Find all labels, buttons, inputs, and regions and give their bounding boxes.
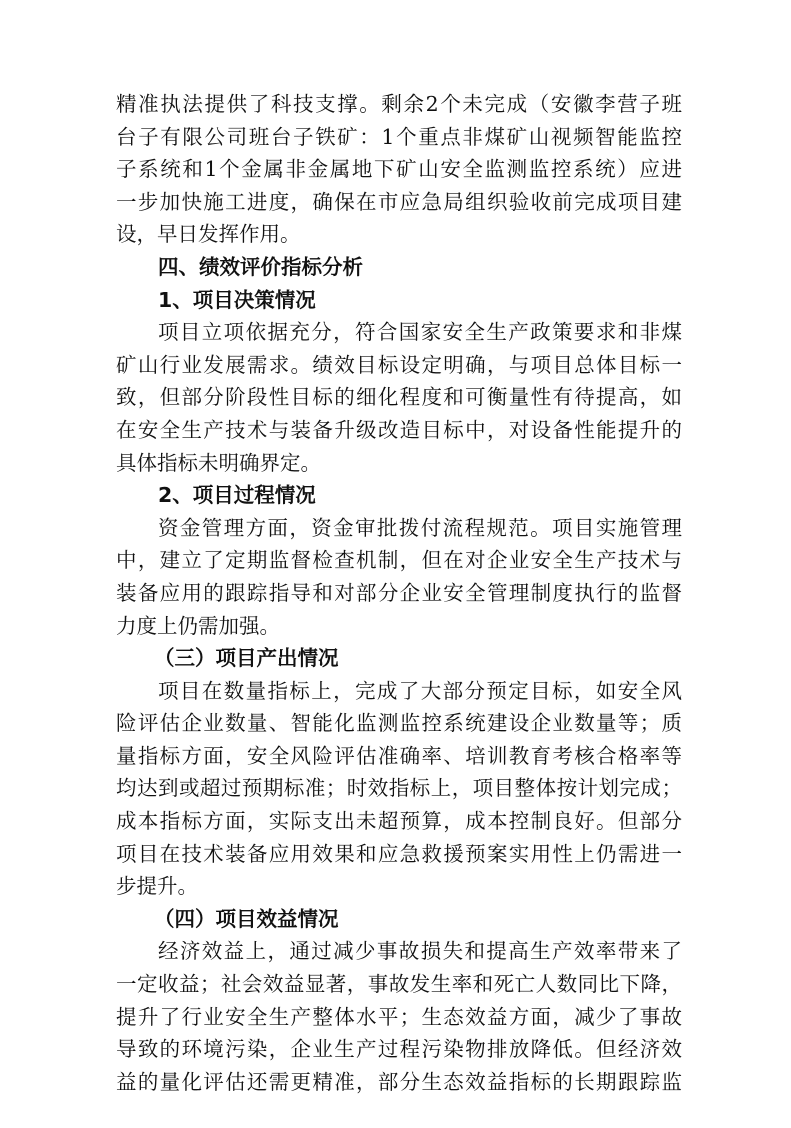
text-line: 在安全生产技术与装备升级改造目标中，对设备性能提升的	[116, 417, 682, 442]
body-paragraph	[116, 675, 682, 903]
text-line: 中，建立了定期监督检查机制，但在对企业安全生产技术与	[116, 548, 682, 573]
text-line: 导致的环境污染，企业生产过程污染物排放降低。但经济效	[116, 1037, 682, 1062]
text-line: 力度上仍需加强。	[116, 613, 280, 638]
text-line: 矿山行业发展需求。绩效目标设定明确，与项目总体目标一	[116, 352, 682, 377]
subsection-heading: 2、项目过程情况	[158, 483, 316, 508]
text-line: 项目在技术装备应用效果和应急救援预案实用性上仍需进一	[116, 841, 682, 866]
text-line: 量指标方面，安全风险评估准确率、培训教育考核合格率等	[116, 743, 682, 768]
body-paragraph	[116, 316, 682, 479]
text-line: 险评估企业数量、智能化监测监控系统建设企业数量等；质	[116, 711, 682, 736]
subsection-heading: （四）项目效益情况	[154, 906, 339, 931]
text-line: 一定收益；社会效益显著，事故发生率和死亡人数同比下降，	[116, 972, 682, 997]
body-paragraph	[116, 88, 682, 251]
document-body	[116, 88, 682, 1098]
text-line: 项目在数量指标上，完成了大部分预定目标，如安全风	[158, 678, 682, 703]
text-line: 一步加快施工进度，确保在市应急局组织验收前完成项目建	[116, 189, 682, 214]
text-line: 均达到或超过预期标准；时效指标上，项目整体按计划完成；	[116, 776, 682, 801]
text-line: 设，早日发挥作用。	[116, 222, 301, 247]
text-line: 资金管理方面，资金审批拨付流程规范。项目实施管理	[158, 515, 682, 540]
subsection-heading: （三）项目产出情况	[154, 646, 339, 671]
subsection-heading: 1、项目决策情况	[158, 287, 316, 312]
section-heading: 四、绩效评价指标分析	[158, 254, 363, 279]
text-line: 精准执法提供了科技支撑。剩余2个未完成（安徽李营子班	[116, 92, 682, 116]
text-line: 具体指标未明确界定。	[116, 450, 321, 475]
text-line: 子系统和1个金属非金属地下矿山安全监测监控系统）应进	[116, 157, 682, 182]
text-line: 成本指标方面，实际支出未超预算，成本控制良好。但部分	[116, 809, 682, 834]
text-line: 装备应用的跟踪指导和对部分企业安全管理制度执行的监督	[116, 580, 682, 605]
text-line: 益的量化评估还需更精准，部分生态效益指标的长期跟踪监	[116, 1069, 682, 1094]
text-line: 提升了行业安全生产整体水平；生态效益方面，减少了事故	[116, 1004, 682, 1029]
text-line: 经济效益上，通过减少事故损失和提高生产效率带来了	[158, 939, 682, 964]
body-paragraph	[116, 935, 682, 1098]
body-paragraph	[116, 512, 682, 642]
text-line: 台子有限公司班台子铁矿：1个重点非煤矿山视频智能监控	[116, 124, 682, 149]
text-line: 致，但部分阶段性目标的细化程度和可衡量性有待提高，如	[116, 385, 682, 410]
text-line: 项目立项依据充分，符合国家安全生产政策要求和非煤	[158, 320, 682, 345]
text-line: 步提升。	[116, 874, 198, 899]
